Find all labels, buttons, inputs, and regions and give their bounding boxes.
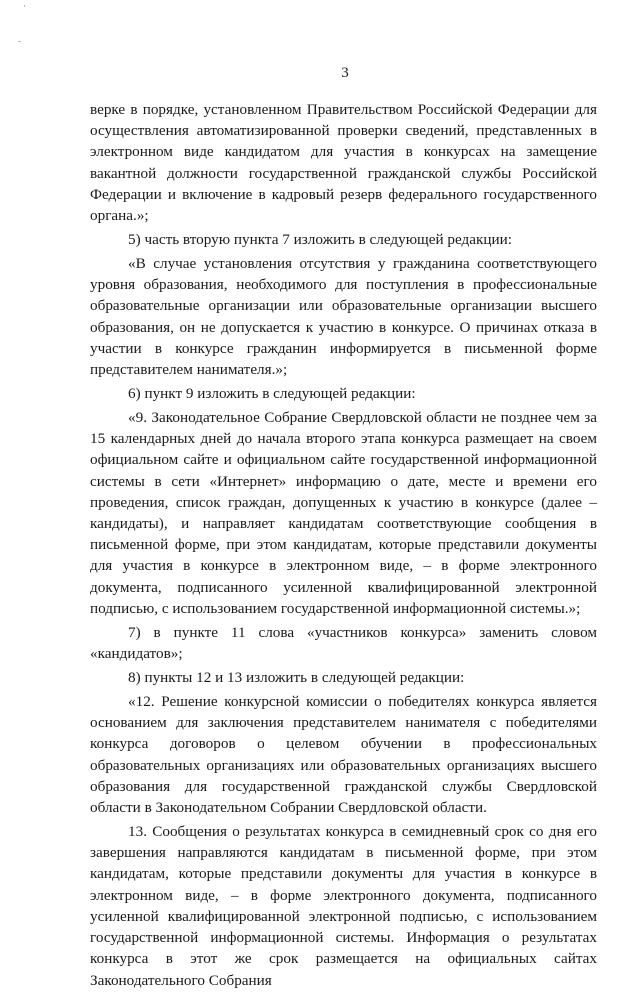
scan-speck (24, 5, 25, 7)
paragraph-amendment-5: 5) часть вторую пункта 7 изложить в следующей редакции: (128, 231, 513, 249)
document-body (90, 99, 597, 994)
paragraph-clause-13: 13. Сообщения о результатах конкурса в семидневный срок со дня его завершения направляются кандидатам в письменной форме, при этом кандидатам, которые представили документы для участия в конкурсе в электронном виде, – в форме электронного документа, подписанного усиленной квалифицированной электронной подписью, с использованием государственной информационной системы. Информация о результатах конкурса в этот же срок размещается на официальных сайтах Законодательного Собрания (90, 823, 597, 989)
scan-speck (18, 41, 21, 42)
paragraph-quote-clause-7: «В случае установления отсутствия у гражданина соответствующего уровня образования, необходимого для поступления в профессиональные образовательные организации или образовательные организации высшего образования, он не допускается к участию в конкурсе. О причинах отказа в участии в конкурсе гражданин информируется в письменной форме представителем нанимателя.»; (90, 255, 597, 379)
paragraph-quote-clause-9: «9. Законодательное Собрание Свердловской области не позднее чем за 15 календарных дней до начала второго этапа конкурса размещает на своем официальном сайте и официальном сайте государственной информационной системы в сети «Интернет» информацию о дате, месте и времени его проведения, список граждан, допущенных к участию в конкурсе (далее – кандидаты), и направляет кандидатам соответствующие сообщения в письменной форме, при этом кандидатам, которые представили документы для участия в конкурсе в электронном виде, – в форме электронного документа, подписанного усиленной квалифицированной электронной подписью, с использованием государственной информационной системы.»; (90, 409, 597, 617)
paragraph-continuation: верке в порядке, установленном Правительством Российской Федерации для осуществления автоматизированной проверки сведений, представленных в электронном виде кандидатом для участия в конкурсах на замещение вакантной должности государственной гражданской службы Российской Федерации и включение в кадровый резерв федерального государственного органа.»; (90, 101, 597, 225)
paragraph-amendment-6: 6) пункт 9 изложить в следующей редакции: (128, 385, 416, 403)
page-number: 3 (341, 65, 349, 81)
paragraph-amendment-7: 7) в пункте 11 слова «участников конкурса» заменить словом «кандидатов»; (90, 623, 597, 663)
paragraph-quote-clause-12: «12. Решение конкурсной комиссии о победителях конкурса является основанием для заключения представителем нанимателя с победителями конкурса договоров о целевом обучении в профессиональных образовательных организациях или образовательных организациях высшего образования для государственной гражданской службы Свердловской области в Законодательном Собрании Свердловской области. (90, 693, 597, 817)
paragraph-amendment-8: 8) пункты 12 и 13 изложить в следующей редакции: (128, 669, 465, 687)
